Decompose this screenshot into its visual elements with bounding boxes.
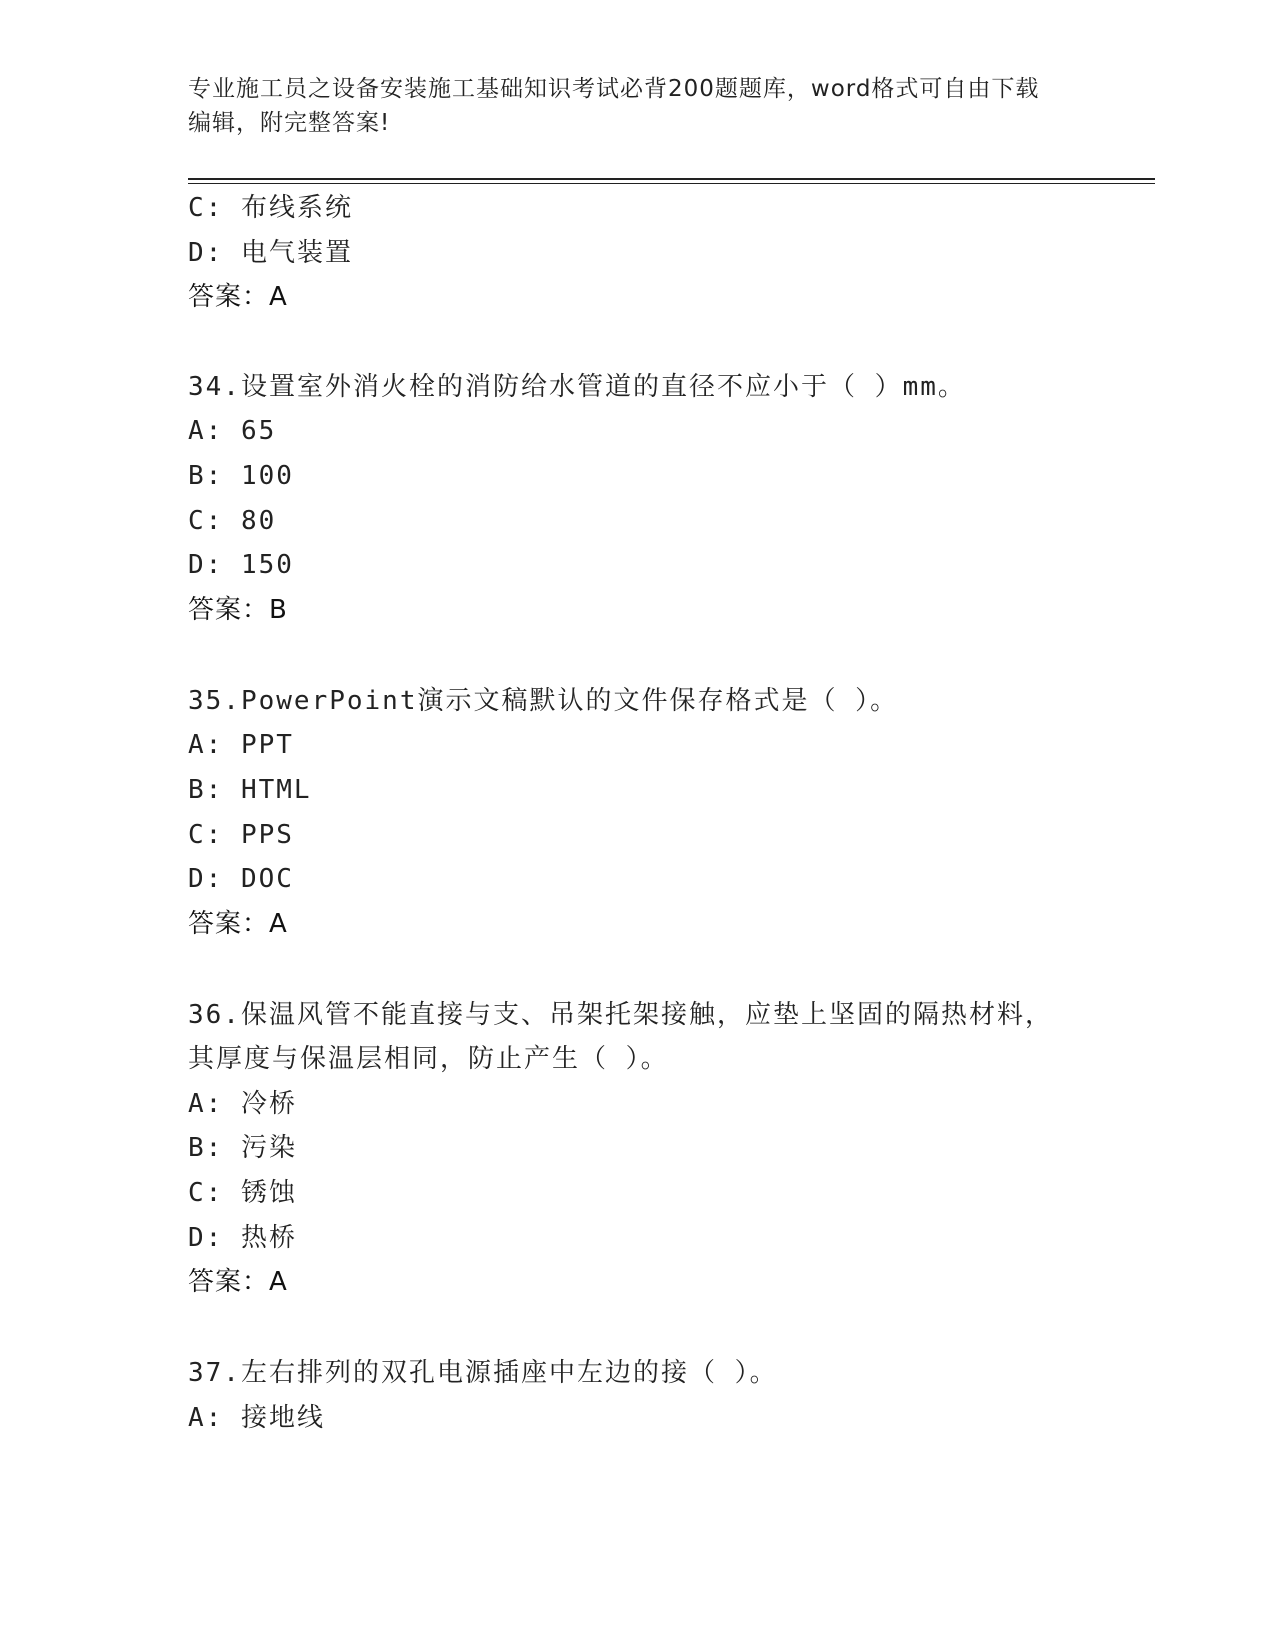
answer-q35: 答案：A — [188, 909, 288, 939]
option-d-q34: D: 150 — [188, 550, 294, 580]
answer-q36: 答案：A — [188, 1267, 288, 1297]
header-divider-thick — [188, 178, 1155, 180]
answer-q34: 答案：B — [188, 595, 288, 625]
option-d-q35: D: DOC — [188, 864, 294, 894]
option-b-q36: B: 污染 — [188, 1133, 297, 1163]
option-a-q34: A: 65 — [188, 416, 277, 446]
question-36-line-2: 其厚度与保温层相同，防止产生（ ）。 — [188, 1044, 669, 1074]
option-c-q35: C: PPS — [188, 820, 294, 850]
option-a-q36: A: 冷桥 — [188, 1089, 297, 1119]
question-34: 34.设置室外消火栓的消防给水管道的直径不应小于（ ）mm。 — [188, 372, 966, 402]
option-b-q34: B: 100 — [188, 461, 294, 491]
question-36-line-1: 36.保温风管不能直接与支、吊架托架接触，应垫上坚固的隔热材料， — [188, 1000, 1053, 1030]
option-c-q36: C: 锈蚀 — [188, 1178, 297, 1208]
option-a-q37: A: 接地线 — [188, 1403, 325, 1433]
question-37: 37.左右排列的双孔电源插座中左边的接（ ）。 — [188, 1358, 778, 1388]
option-a-q35: A: PPT — [188, 730, 294, 760]
option-b-q35: B: HTML — [188, 775, 312, 805]
answer-q33: 答案：A — [188, 282, 288, 312]
option-c-q33: C: 布线系统 — [188, 193, 353, 223]
option-c-q34: C: 80 — [188, 506, 277, 536]
header-title-line-1: 专业施工员之设备安装施工基础知识考试必背200题题库，word格式可自由下载 — [188, 76, 1040, 102]
header-divider-thin — [188, 183, 1155, 184]
option-d-q36: D: 热桥 — [188, 1223, 297, 1253]
option-d-q33: D: 电气装置 — [188, 238, 353, 268]
document-header — [188, 72, 1088, 140]
header-title-line-2: 编辑，附完整答案! — [188, 110, 391, 136]
question-35: 35.PowerPoint演示文稿默认的文件保存格式是（ ）。 — [188, 686, 899, 716]
